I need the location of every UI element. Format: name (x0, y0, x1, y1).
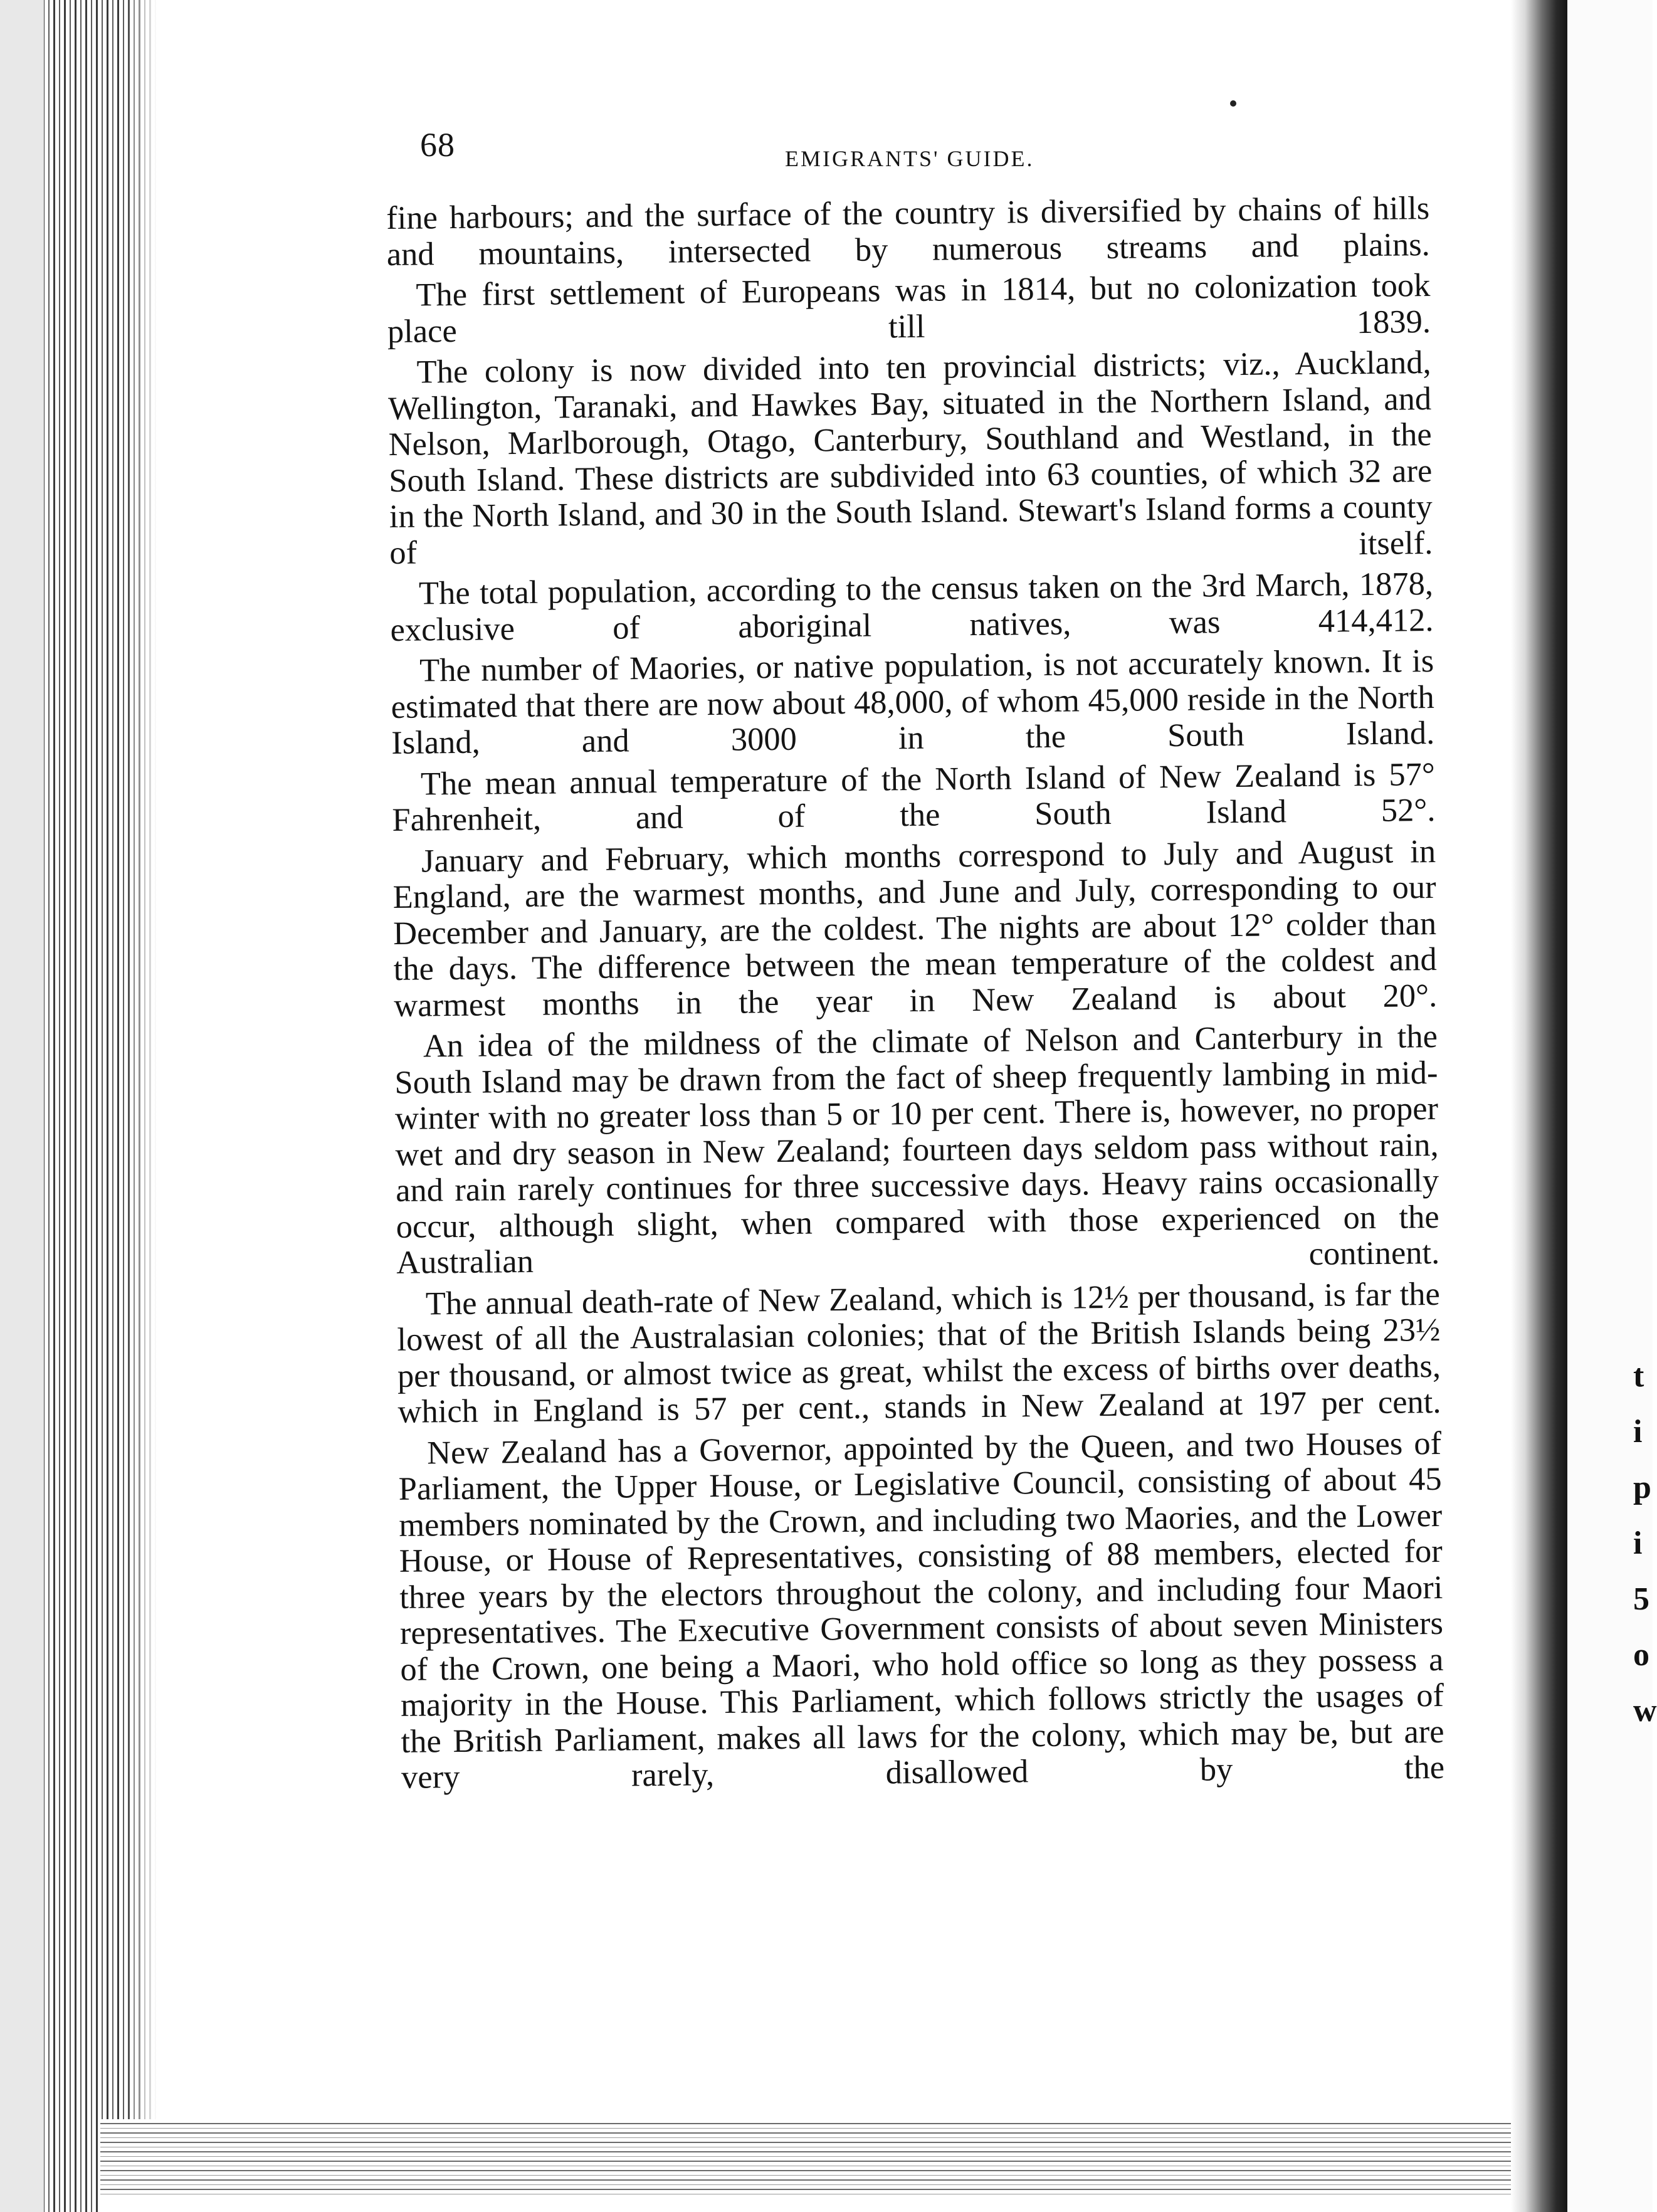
paragraph-7: January and February, which months correspond to July and August in England, are the warmest months, and June and July, corresponding to our December and January, are the coldest. The nights are about 12° colder than the days. The difference between the mean temperature of the coldest and warmest months in the year in New Zealand is about 20°. (392, 833, 1438, 1024)
bottom-margin (100, 2194, 1517, 2212)
page-body-text (386, 191, 1444, 1801)
fragment-letter: o (1633, 1637, 1649, 1673)
print-speck (1230, 100, 1236, 107)
fragment-letter: t (1633, 1358, 1644, 1394)
page-number: 68 (420, 126, 455, 164)
paragraph-4: The total population, according to the census taken on the 3rd March, 1878, exclusive of aboriginal natives, was 414,412. (390, 565, 1434, 648)
paragraph-6: The mean annual temperature of the North Island of New Zealand is 57° Fahrenheit, and of the South Island 52°. (392, 756, 1436, 838)
fragment-letter: 5 (1633, 1581, 1649, 1617)
paragraph-8: An idea of the mildness of the climate of Nelson and Canterbury in the South Island may be drawn from the fact of sheep frequently lambing in mid-winter with no greater loss than 5 or 10 per cent. There is, however, no proper wet and dry season in New Zealand; fourteen days seldom pass without rain, and rain rarely continues for three successive days. Heavy rains occasionally occur, although slight, when compared with those experienced on the Australian continent. (394, 1018, 1440, 1281)
paragraph-5: The number of Maories, or native population, is not accurately known. It is estimated that there are now about 48,000, of whom 45,000 reside in the North Island, and 3000 in the South Island. (391, 642, 1435, 761)
facing-page-text-fragments (1633, 1348, 1657, 1739)
paragraph-3: The colony is now divided into ten provincial districts; viz., Auckland, Wellington, Taranaki, and Hawkes Bay, situated in the Northern Island, and Nelson, Marlborough, Otago, Canterbury, Southland and Westland, in the South Island. These districts are subdivided into 63 counties, of which 32 are in the North Island, and 30 in the South Island. Stewart's Island forms a county of itself. (387, 344, 1433, 571)
fragment-letter: i (1633, 1525, 1643, 1561)
fragment-letter: p (1633, 1470, 1651, 1505)
fragment-letter: w (1633, 1693, 1657, 1729)
page-edge-shade (125, 0, 157, 2212)
paragraph-9: The annual death-rate of New Zealand, which is 12½ per thousand, is far the lowest of all the Australasian colonies; that of the British Islands being 23½ per thousand, or almost twice as great, whilst the excess of births over deaths, which in England is 57 per cent., stands in New Zealand at 197 per cent. (397, 1275, 1441, 1430)
paragraph-10: New Zealand has a Governor, appointed by the Queen, and two Houses of Parliament, the Upper House, or Legislative Council, consisting of about 45 members nominated by the Crown, and including two Maories, and the Lower House, or House of Representatives, consisting of 88 members, elected for three years by the electors throughout the colony, and including four Maori representatives. The Executive Government consists of about seven Ministers of the Crown, one being a Maori, who hold office so long as they possess a majority in the House. This Parliament, which follows strictly the usages of the British Parliament, makes all laws for the colony, which may be, but are very rarely, disallowed by the (398, 1425, 1445, 1796)
paragraph-2: The first settlement of Europeans was in 1814, but no colonization took place till 1839. (387, 267, 1431, 350)
book-cover-edge (0, 0, 44, 2212)
book-gutter (1511, 0, 1567, 2212)
fragment-letter: i (1633, 1414, 1643, 1450)
facing-page (1567, 0, 1657, 2212)
paragraph-1: fine harbours; and the surface of the country is diversified by chains of hills and mountains, intersected by numerous streams and plains. (386, 190, 1431, 273)
running-head: EMIGRANTS' GUIDE. (785, 146, 1034, 171)
